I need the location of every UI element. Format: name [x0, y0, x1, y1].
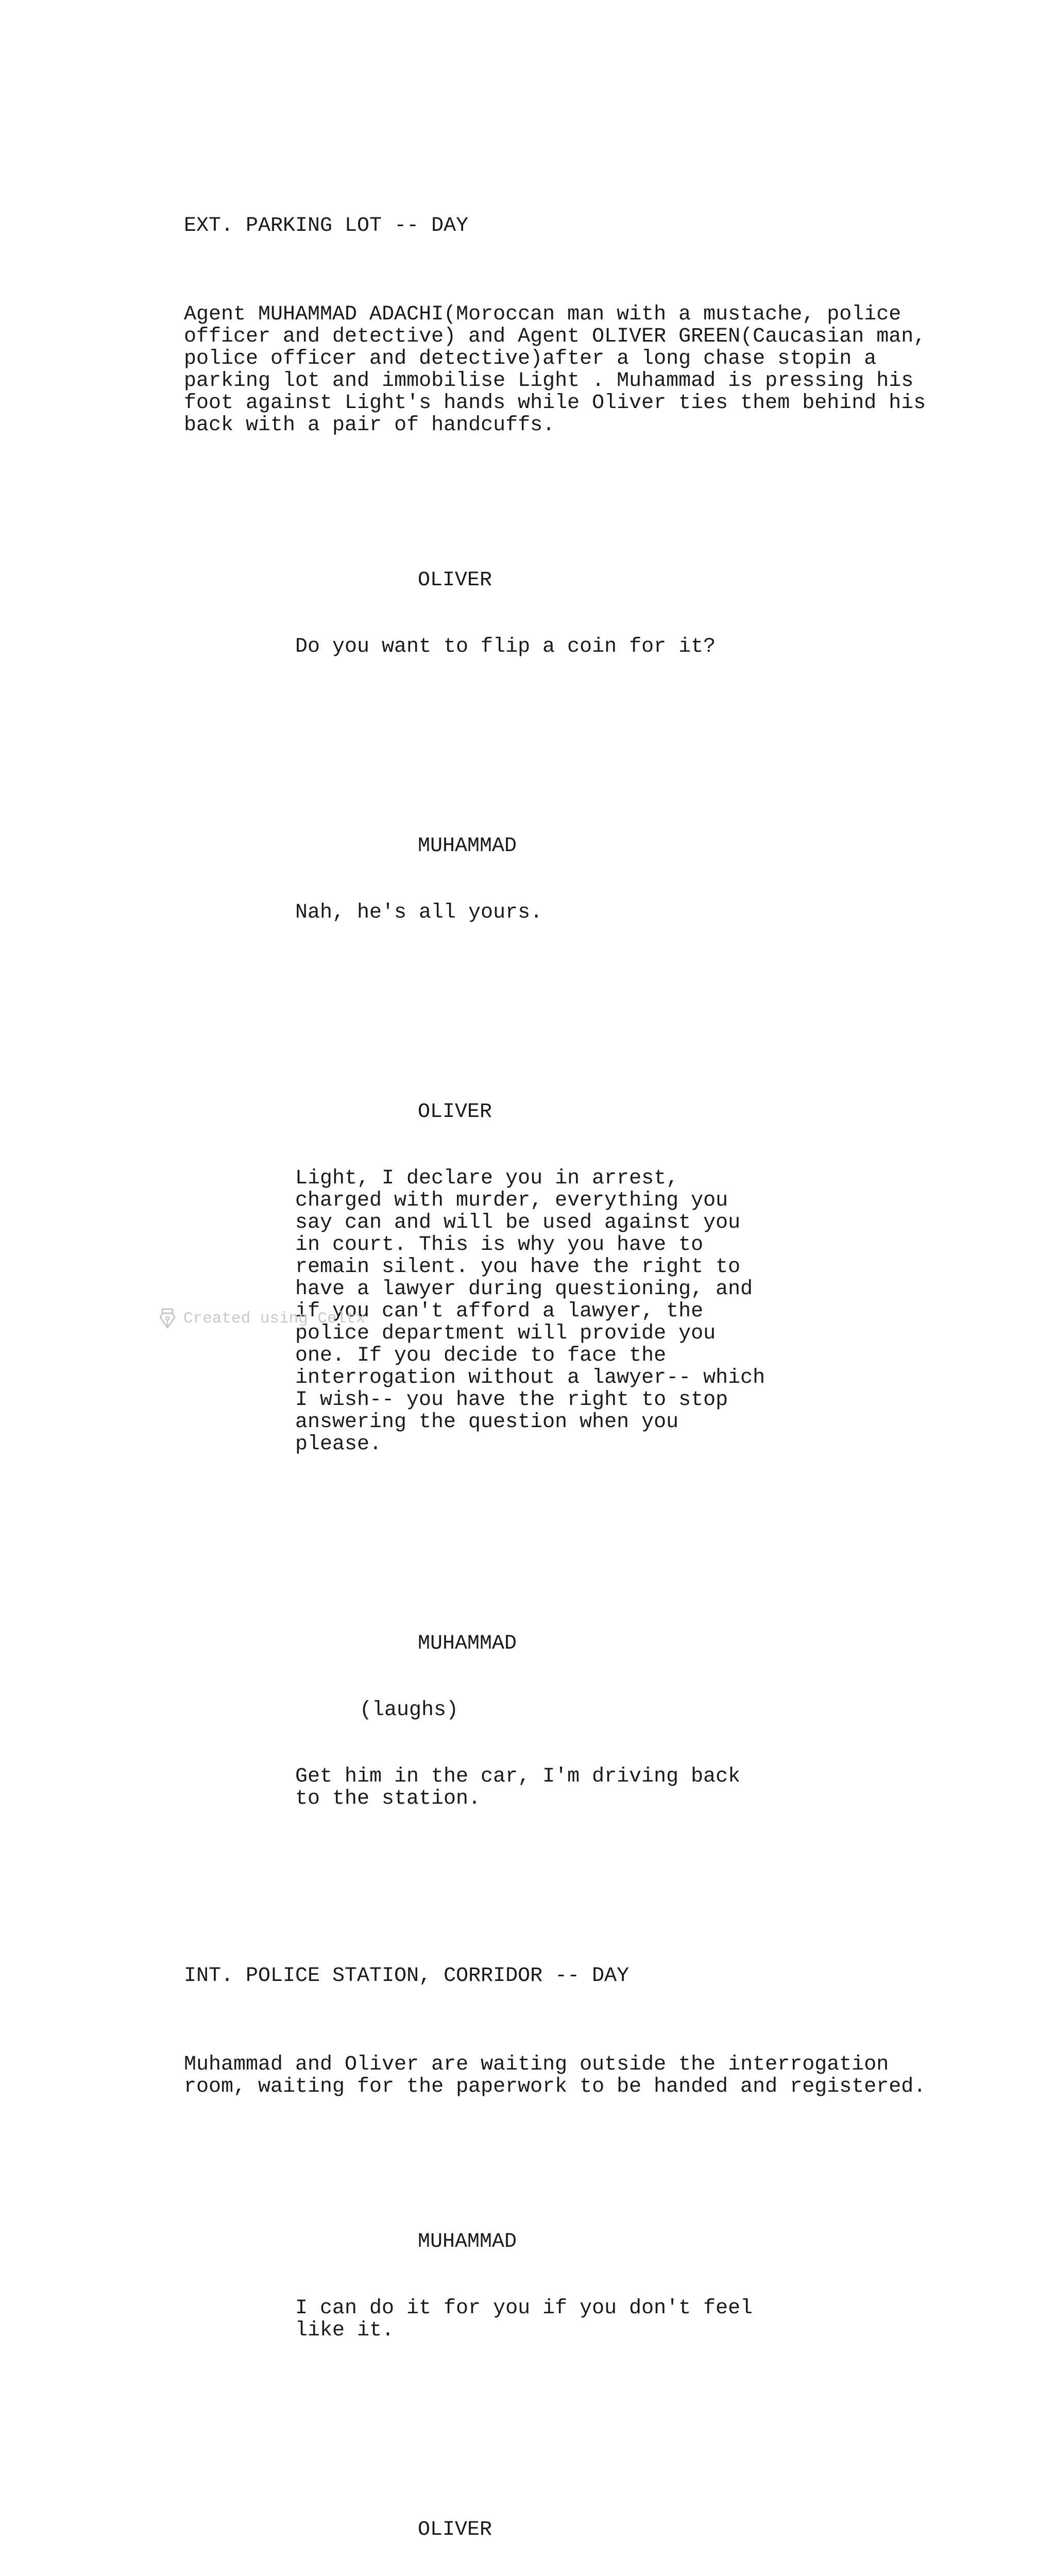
dialogue-line: Do you want to flip a coin for it? — [295, 635, 716, 658]
celtx-watermark — [159, 1308, 365, 1329]
dialogue-line: Get him in the car, I'm driving back to the station. — [295, 1765, 741, 1810]
character-name: MUHAMMAD — [418, 1632, 517, 1655]
action-paragraph: Muhammad and Oliver are waiting outside the interrogation room, waiting for the paperwork to be handed and registered. — [184, 2053, 926, 2098]
character-name: OLIVER — [418, 2518, 492, 2541]
pen-nib-icon — [159, 1308, 176, 1329]
dialogue-line: Nah, he's all yours. — [295, 901, 543, 924]
watermark-text: Created using Celtx — [183, 1309, 366, 1328]
dialogue-block — [184, 791, 931, 968]
parenthetical: (laughs) — [360, 1699, 459, 1722]
scene-heading: EXT. PARKING LOT -- DAY — [184, 214, 469, 238]
screenplay-body — [184, 126, 931, 2576]
dialogue-block — [184, 525, 931, 702]
action-paragraph: Agent MUHAMMAD ADACHI(Moroccan man with a mustache, police officer and detective) and Agent OLIVER GREEN(Caucasian man, police officer and detective)after a long chase stopin a parking lot and immobilise Light . Muhammad is pressing his foot against Light's hands while Oliver ties them behind his back with a pair of handcuffs. — [184, 303, 926, 437]
scene-heading: INT. POLICE STATION, CORRIDOR -- DAY — [184, 1964, 629, 1988]
dialogue-block — [184, 1057, 931, 1500]
dialogue-block — [184, 2475, 931, 2576]
character-name: MUHAMMAD — [418, 835, 517, 858]
character-name: OLIVER — [418, 1100, 492, 1124]
dialogue-line: I can do it for you if you don't feel like it. — [295, 2297, 753, 2342]
dialogue-block — [184, 1588, 931, 1854]
dialogue-block — [184, 2187, 931, 2386]
character-name: OLIVER — [418, 569, 492, 592]
character-name: MUHAMMAD — [418, 2230, 517, 2253]
dialogue-line: Light, I declare you in arrest, charged with murder, everything you say can and will be used against you in court. This is why you have to remain silent. you have the right to have a lawyer during questioning, and if you can't afford a lawyer, the police department will provide you one. If you decide to face the interrogation without a lawyer-- which I wish-- you have the right to stop answering the question when you please. — [295, 1167, 765, 1456]
